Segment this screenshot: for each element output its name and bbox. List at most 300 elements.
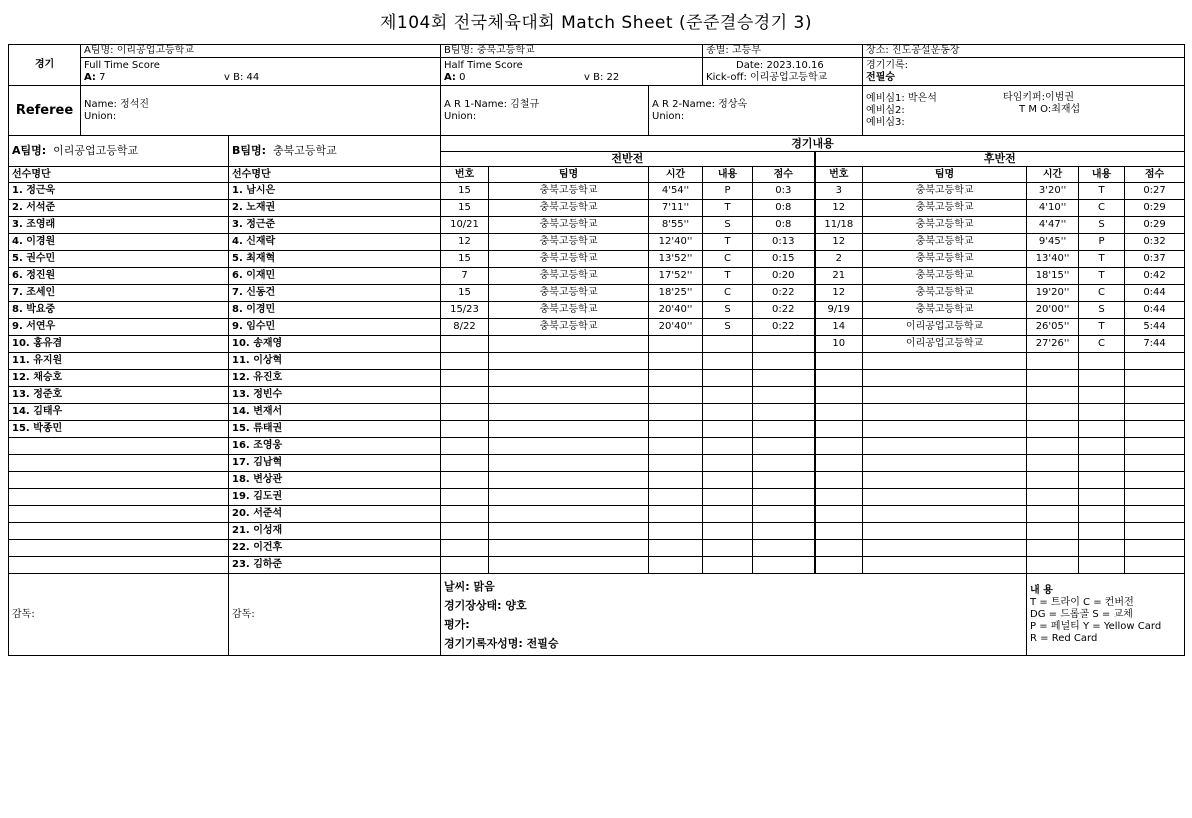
second-half-team: 충북고등학교 — [863, 268, 1027, 285]
first-half-header: 전반전 — [441, 152, 815, 167]
player-b: 2. 노재권 — [229, 200, 441, 217]
first-half-num: 15 — [441, 251, 489, 268]
referee-label: Referee — [9, 86, 81, 136]
player-b: 15. 류태권 — [229, 421, 441, 438]
second-half-score — [1125, 404, 1185, 421]
first-half-team — [489, 489, 649, 506]
player-b: 7. 신동건 — [229, 285, 441, 302]
first-half-type — [703, 489, 753, 506]
player-b: 14. 변재서 — [229, 404, 441, 421]
second-half-num — [815, 455, 863, 472]
second-half-type: T — [1079, 251, 1125, 268]
first-half-team — [489, 353, 649, 370]
first-half-num — [441, 438, 489, 455]
a-team-cell: A팀명: 이리공업고등학교 — [81, 45, 441, 58]
col-type-1: 내용 — [703, 167, 753, 183]
second-half-num — [815, 540, 863, 557]
player-b: 21. 이성재 — [229, 523, 441, 540]
venue-cell: 장소: 진도공설운동장 — [863, 45, 1185, 58]
second-half-time — [1027, 472, 1079, 489]
second-half-time — [1027, 370, 1079, 387]
first-half-score: 0:15 — [753, 251, 815, 268]
half-b-label: v B: — [584, 71, 604, 83]
first-half-score: 0:22 — [753, 302, 815, 319]
second-half-team — [863, 489, 1027, 506]
second-half-score — [1125, 421, 1185, 438]
second-half-score — [1125, 540, 1185, 557]
first-half-time: 13'52'' — [649, 251, 703, 268]
first-half-time: 20'40'' — [649, 302, 703, 319]
first-half-type — [703, 455, 753, 472]
first-half-team: 충북고등학교 — [489, 285, 649, 302]
ar1-name: A R 1-Name: 김철규 — [444, 98, 540, 110]
table-row — [9, 540, 1185, 557]
col-time-2: 시간 — [1027, 167, 1079, 183]
col-num-1: 번호 — [441, 167, 489, 183]
player-a: 11. 유지원 — [9, 353, 229, 370]
tmo: T M O:최재섭 — [1019, 104, 1081, 115]
second-half-score — [1125, 489, 1185, 506]
second-half-num: 10 — [815, 336, 863, 353]
second-half-team: 충북고등학교 — [863, 234, 1027, 251]
second-half-type — [1079, 370, 1125, 387]
first-half-team — [489, 540, 649, 557]
first-half-type: T — [703, 200, 753, 217]
second-half-num: 2 — [815, 251, 863, 268]
first-half-team: 충북고등학교 — [489, 183, 649, 200]
second-half-score — [1125, 387, 1185, 404]
second-half-type: T — [1079, 319, 1125, 336]
second-half-score: 0:29 — [1125, 200, 1185, 217]
first-half-time — [649, 472, 703, 489]
second-half-score: 0:37 — [1125, 251, 1185, 268]
player-b: 19. 김도권 — [229, 489, 441, 506]
first-half-num — [441, 387, 489, 404]
second-half-type: C — [1079, 200, 1125, 217]
first-half-type — [703, 506, 753, 523]
second-half-num — [815, 489, 863, 506]
player-b: 1. 남시은 — [229, 183, 441, 200]
table-row — [9, 217, 1185, 234]
first-half-score: 0:22 — [753, 285, 815, 302]
first-half-num — [441, 523, 489, 540]
legend-title: 내 용 — [1030, 584, 1053, 596]
first-half-score — [753, 557, 815, 574]
second-half-time: 13'40'' — [1027, 251, 1079, 268]
player-b: 6. 이재민 — [229, 268, 441, 285]
player-a — [9, 455, 229, 472]
second-half-team — [863, 472, 1027, 489]
second-half-time: 4'47'' — [1027, 217, 1079, 234]
second-half-team: 충북고등학교 — [863, 251, 1027, 268]
first-half-score — [753, 336, 815, 353]
first-half-score: 0:8 — [753, 200, 815, 217]
team-a-name: 이리공업고등학교 — [53, 144, 139, 157]
second-half-time — [1027, 387, 1079, 404]
second-half-num — [815, 404, 863, 421]
first-half-time: 4'54'' — [649, 183, 703, 200]
player-b: 17. 김남혁 — [229, 455, 441, 472]
second-half-time — [1027, 438, 1079, 455]
second-half-type — [1079, 404, 1125, 421]
second-half-type — [1079, 438, 1125, 455]
second-half-type: C — [1079, 336, 1125, 353]
second-half-team — [863, 523, 1027, 540]
table-row — [9, 370, 1185, 387]
reserve-1: 예비심1: 박은석 — [866, 92, 937, 104]
first-half-type — [703, 336, 753, 353]
second-half-type — [1079, 506, 1125, 523]
match-date: Date: 2023.10.16 — [736, 59, 824, 71]
first-half-type: C — [703, 285, 753, 302]
first-half-score — [753, 506, 815, 523]
table-row — [9, 302, 1185, 319]
second-half-num — [815, 438, 863, 455]
col-team-1: 팀명 — [489, 167, 649, 183]
first-half-time: 8'55'' — [649, 217, 703, 234]
second-half-team — [863, 353, 1027, 370]
ground-condition: 경기장상태: 양호 — [444, 598, 527, 612]
second-half-score — [1125, 438, 1185, 455]
second-half-type: S — [1079, 217, 1125, 234]
full-b-score: 44 — [246, 71, 260, 83]
second-half-num: 12 — [815, 234, 863, 251]
player-a: 15. 박종민 — [9, 421, 229, 438]
first-half-team: 충북고등학교 — [489, 302, 649, 319]
full-a-label: A: — [84, 71, 96, 83]
second-half-time — [1027, 557, 1079, 574]
second-half-type: S — [1079, 302, 1125, 319]
second-half-team — [863, 404, 1027, 421]
first-half-num: 12 — [441, 234, 489, 251]
first-half-num: 15 — [441, 200, 489, 217]
ar2-name: A R 2-Name: 정상옥 — [652, 98, 748, 110]
second-half-score: 0:42 — [1125, 268, 1185, 285]
ar1-cell — [441, 86, 649, 136]
player-a: 1. 정근욱 — [9, 183, 229, 200]
first-half-score — [753, 523, 815, 540]
weather: 날씨: 맑음 — [444, 579, 495, 593]
table-row — [9, 200, 1185, 217]
player-a: 5. 권수민 — [9, 251, 229, 268]
second-half-team: 충북고등학교 — [863, 217, 1027, 234]
half-time-label: Half Time Score — [444, 59, 523, 71]
second-half-time: 18'15'' — [1027, 268, 1079, 285]
second-half-team — [863, 370, 1027, 387]
first-half-time: 20'40'' — [649, 319, 703, 336]
second-half-score: 0:29 — [1125, 217, 1185, 234]
first-half-num — [441, 353, 489, 370]
first-half-team: 충북고등학교 — [489, 251, 649, 268]
table-row — [9, 523, 1185, 540]
event-cell: 종별: 고등부 — [703, 45, 863, 58]
half-b-group — [584, 72, 619, 84]
first-half-time — [649, 336, 703, 353]
team-b-header — [229, 136, 441, 167]
col-score-1: 점수 — [753, 167, 815, 183]
second-half-header: 후반전 — [815, 152, 1185, 167]
second-half-type: T — [1079, 268, 1125, 285]
first-half-score: 0:20 — [753, 268, 815, 285]
player-b: 3. 정근준 — [229, 217, 441, 234]
first-half-time: 7'11'' — [649, 200, 703, 217]
team-a-label: A팀명: — [12, 144, 47, 157]
first-half-type: C — [703, 251, 753, 268]
second-half-team: 이리공업고등학교 — [863, 336, 1027, 353]
second-half-team — [863, 455, 1027, 472]
first-half-time — [649, 523, 703, 540]
first-half-score — [753, 438, 815, 455]
second-half-time — [1027, 506, 1079, 523]
recorder-label: 경기기록: — [866, 59, 909, 71]
full-time-score-cell — [81, 58, 441, 86]
coach-b: 감독: — [229, 574, 441, 656]
first-half-type — [703, 557, 753, 574]
first-half-team — [489, 438, 649, 455]
second-half-time — [1027, 489, 1079, 506]
second-half-type — [1079, 557, 1125, 574]
first-half-type — [703, 540, 753, 557]
first-half-time — [649, 421, 703, 438]
second-half-num: 9/19 — [815, 302, 863, 319]
second-half-time: 27'26'' — [1027, 336, 1079, 353]
second-half-score — [1125, 353, 1185, 370]
first-half-score — [753, 540, 815, 557]
table-row — [9, 489, 1185, 506]
recorder-name: 전필승 — [866, 71, 896, 83]
first-half-time — [649, 370, 703, 387]
second-half-type — [1079, 540, 1125, 557]
recorder-signature: 경기기록자성명: 전필승 — [444, 636, 559, 650]
first-half-score — [753, 370, 815, 387]
second-half-num — [815, 506, 863, 523]
table-row — [9, 268, 1185, 285]
second-half-type — [1079, 472, 1125, 489]
table-row — [9, 251, 1185, 268]
player-b: 20. 서준석 — [229, 506, 441, 523]
second-half-team: 이리공업고등학교 — [863, 319, 1027, 336]
first-half-score — [753, 404, 815, 421]
full-a-score: 7 — [99, 71, 106, 83]
second-half-num — [815, 370, 863, 387]
evaluation: 평가: — [444, 617, 470, 631]
second-half-score — [1125, 370, 1185, 387]
first-half-type — [703, 523, 753, 540]
second-half-num — [815, 353, 863, 370]
player-a: 7. 조세인 — [9, 285, 229, 302]
kickoff: Kick-off: 이리공업고등학교 — [706, 71, 828, 83]
referee-name: Name: 정석진 — [84, 98, 150, 110]
table-row — [9, 336, 1185, 353]
first-half-num: 15 — [441, 285, 489, 302]
reserve-cell — [863, 86, 1185, 136]
player-a — [9, 438, 229, 455]
player-a: 8. 박요중 — [9, 302, 229, 319]
player-a — [9, 472, 229, 489]
player-b: 5. 최재혁 — [229, 251, 441, 268]
reserve-2: 예비심2: — [866, 104, 905, 116]
legend-line-1: T = 트라이 C = 컨버전 — [1030, 596, 1134, 608]
content-header: 경기내용 — [441, 136, 1185, 152]
first-half-type — [703, 404, 753, 421]
player-a: 14. 김태우 — [9, 404, 229, 421]
first-half-type: T — [703, 268, 753, 285]
table-row — [9, 387, 1185, 404]
roster-header-b: 선수명단 — [229, 167, 441, 183]
page-title: 제104회 전국체육대회 Match Sheet (준준결승경기 3) — [380, 13, 812, 33]
first-half-time — [649, 455, 703, 472]
player-b: 16. 조영웅 — [229, 438, 441, 455]
first-half-type — [703, 370, 753, 387]
first-half-type — [703, 438, 753, 455]
player-b: 8. 이경민 — [229, 302, 441, 319]
col-team-2: 팀명 — [863, 167, 1027, 183]
referee-cell — [81, 86, 441, 136]
second-half-score — [1125, 523, 1185, 540]
first-half-type: S — [703, 302, 753, 319]
second-half-type — [1079, 421, 1125, 438]
second-half-type: T — [1079, 183, 1125, 200]
first-half-num — [441, 489, 489, 506]
player-b: 23. 김하준 — [229, 557, 441, 574]
first-half-time — [649, 387, 703, 404]
first-half-score — [753, 353, 815, 370]
first-half-team — [489, 370, 649, 387]
legend-line-4: R = Red Card — [1030, 632, 1098, 644]
match-sheet-table — [8, 44, 1185, 656]
first-half-time: 17'52'' — [649, 268, 703, 285]
first-half-time — [649, 438, 703, 455]
col-num-2: 번호 — [815, 167, 863, 183]
first-half-type — [703, 387, 753, 404]
first-half-type: P — [703, 183, 753, 200]
first-half-team: 충북고등학교 — [489, 200, 649, 217]
first-half-type — [703, 353, 753, 370]
player-a: 9. 서연우 — [9, 319, 229, 336]
first-half-time — [649, 404, 703, 421]
second-half-time: 20'00'' — [1027, 302, 1079, 319]
table-row — [9, 404, 1185, 421]
second-half-score: 5:44 — [1125, 319, 1185, 336]
full-b-label: v B: — [224, 71, 244, 83]
second-half-time: 26'05'' — [1027, 319, 1079, 336]
second-half-time — [1027, 523, 1079, 540]
first-half-num: 8/22 — [441, 319, 489, 336]
player-b: 12. 유진호 — [229, 370, 441, 387]
first-half-type: S — [703, 217, 753, 234]
first-half-time — [649, 489, 703, 506]
second-half-num: 21 — [815, 268, 863, 285]
first-half-type: T — [703, 234, 753, 251]
first-half-num: 7 — [441, 268, 489, 285]
first-half-num — [441, 455, 489, 472]
first-half-team — [489, 472, 649, 489]
second-half-num — [815, 472, 863, 489]
second-half-num — [815, 557, 863, 574]
first-half-score — [753, 455, 815, 472]
first-half-team: 충북고등학교 — [489, 268, 649, 285]
second-half-time — [1027, 455, 1079, 472]
second-half-time — [1027, 353, 1079, 370]
player-b: 13. 정빈수 — [229, 387, 441, 404]
second-half-score — [1125, 557, 1185, 574]
second-half-team — [863, 557, 1027, 574]
player-a: 2. 서석준 — [9, 200, 229, 217]
first-half-type — [703, 472, 753, 489]
full-time-label: Full Time Score — [84, 59, 160, 71]
first-half-time — [649, 506, 703, 523]
b-team-cell: B팀명: 충북고등학교 — [441, 45, 703, 58]
first-half-score — [753, 489, 815, 506]
second-half-type — [1079, 387, 1125, 404]
half-b-score: 22 — [606, 71, 620, 83]
first-half-num — [441, 404, 489, 421]
referee-union: Union: — [84, 110, 117, 122]
first-half-team — [489, 506, 649, 523]
second-half-type — [1079, 489, 1125, 506]
table-row — [9, 506, 1185, 523]
col-score-2: 점수 — [1125, 167, 1185, 183]
table-row — [9, 285, 1185, 302]
table-row — [9, 438, 1185, 455]
player-a — [9, 523, 229, 540]
player-a: 4. 이경원 — [9, 234, 229, 251]
conditions-cell — [441, 574, 1027, 656]
first-half-num — [441, 472, 489, 489]
first-half-num — [441, 540, 489, 557]
second-half-num: 3 — [815, 183, 863, 200]
second-half-team — [863, 540, 1027, 557]
first-half-type: S — [703, 319, 753, 336]
first-half-team — [489, 523, 649, 540]
table-row — [9, 183, 1185, 200]
player-a: 6. 정진원 — [9, 268, 229, 285]
second-half-time — [1027, 421, 1079, 438]
table-row — [9, 472, 1185, 489]
first-half-type — [703, 421, 753, 438]
legend-line-2: DG = 드롭골 S = 교체 — [1030, 608, 1133, 620]
player-a — [9, 540, 229, 557]
player-a — [9, 557, 229, 574]
second-half-team — [863, 387, 1027, 404]
half-a-label: A: — [444, 71, 456, 83]
second-half-num: 11/18 — [815, 217, 863, 234]
first-half-team — [489, 455, 649, 472]
player-b: 4. 신재락 — [229, 234, 441, 251]
first-half-score: 0:3 — [753, 183, 815, 200]
col-type-2: 내용 — [1079, 167, 1125, 183]
player-a: 12. 채승호 — [9, 370, 229, 387]
first-half-score — [753, 387, 815, 404]
full-b-group — [224, 72, 259, 84]
second-half-team — [863, 506, 1027, 523]
first-half-team: 충북고등학교 — [489, 319, 649, 336]
second-half-score — [1125, 472, 1185, 489]
first-half-time: 12'40'' — [649, 234, 703, 251]
first-half-time: 18'25'' — [649, 285, 703, 302]
match-label: 경기 — [9, 45, 81, 86]
second-half-num: 12 — [815, 285, 863, 302]
second-half-score — [1125, 506, 1185, 523]
second-half-team: 충북고등학교 — [863, 200, 1027, 217]
player-b: 11. 이상혁 — [229, 353, 441, 370]
player-b: 22. 이건후 — [229, 540, 441, 557]
second-half-time: 3'20'' — [1027, 183, 1079, 200]
second-half-score: 0:44 — [1125, 302, 1185, 319]
player-b: 18. 변상관 — [229, 472, 441, 489]
table-row — [9, 234, 1185, 251]
ar2-cell — [649, 86, 863, 136]
